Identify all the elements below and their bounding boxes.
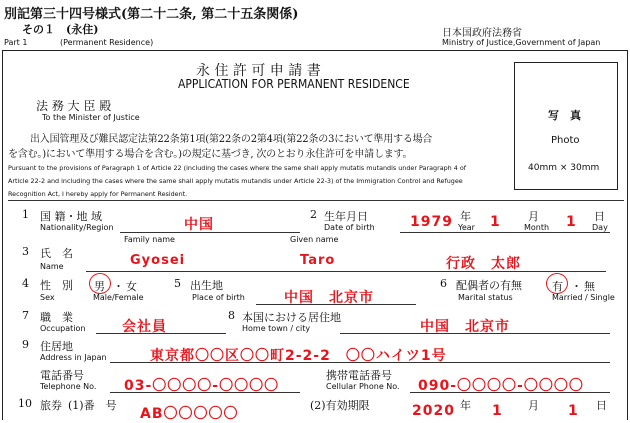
field-1-number: 1 (22, 208, 29, 221)
passport-expiry-day-label: 日 (596, 399, 607, 412)
part-number: Part 1 (4, 38, 28, 47)
marital-option-single[interactable]: 無 (584, 280, 595, 293)
photo-size: 40mm × 30mm (528, 163, 600, 173)
dob-day-label-en: Day (592, 223, 608, 232)
dob-year-label-jp: 年 (460, 210, 471, 223)
birthplace-underline (256, 304, 416, 305)
address-value[interactable]: 東京都〇〇区〇〇町2-2-2 〇〇ハイツ1号 (150, 348, 447, 364)
intro-jp-line2: を含む。)において準用する場合を含む。)の規定に基づき, 次のとおり永住許可を申請します。 (8, 149, 413, 160)
intro-jp-line1: 出入国管理及び難民認定法第22条第1項(第22条の2第4項(第22条の3において準用する場合 (30, 134, 433, 145)
field-5-number: 5 (174, 277, 181, 290)
passport-number-label: (1)番 号 (68, 399, 117, 412)
passport-expiry-label: (2)有効期限 (310, 399, 370, 412)
sex-label-en: Sex (40, 293, 55, 302)
selected-circle (89, 273, 111, 294)
cellphone-value[interactable]: 090-〇〇〇〇-〇〇〇〇 (418, 378, 584, 394)
telephone-label-jp: 電話番号 (40, 369, 84, 382)
telephone-label-en: Telephone No. (40, 382, 97, 391)
field-4-number: 4 (22, 277, 29, 290)
dob-month-label-en: Month (524, 223, 550, 232)
dob-label-en: Date of birth (324, 223, 375, 232)
hometown-label-en: Home town / city (242, 324, 311, 333)
hometown-underline (340, 333, 610, 334)
selected-circle (546, 273, 568, 294)
intro-en-line1: Pursuant to the provisions of Paragraph 1 of Article 22 (including the cases where the same shall apply mutatis mutandis under Paragraph 4 of (8, 164, 467, 172)
passport-expiry-year-label: 年 (460, 399, 471, 412)
field-8-number: 8 (228, 309, 235, 322)
cellphone-label-en: Cellular Phone No. (326, 382, 400, 391)
cellphone-underline (410, 392, 610, 393)
passport-expiry-month-label: 月 (528, 399, 539, 412)
field-3-number: 3 (22, 245, 29, 258)
dob-month-value[interactable]: 1 (490, 214, 501, 230)
telephone-value[interactable]: 03-〇〇〇〇-〇〇〇〇 (124, 378, 280, 394)
occupation-underline (96, 333, 226, 334)
name-label-jp: 氏 名 (40, 247, 73, 260)
field-2-number: 2 (310, 208, 317, 221)
field-6-number: 6 (440, 277, 447, 290)
birthplace-value[interactable]: 中国 北京市 (284, 290, 374, 306)
intro-en-line2: Article 22-2 and including the cases where the same shall apply mutatis mutandis under Article 22-3) of the Immigration Control and Refugee (8, 177, 463, 185)
title-jp: 永 住 許 可 申 請 書 (196, 63, 321, 79)
given-name-value[interactable]: Taro (300, 253, 336, 268)
passport-label-jp: 旅券 (40, 399, 62, 412)
occupation-label-jp: 職 業 (40, 311, 73, 324)
address-label-en: Address in Japan (40, 353, 107, 362)
occupation-value[interactable]: 会社員 (122, 319, 167, 335)
title-en: APPLICATION FOR PERMANENT RESIDENCE (178, 77, 410, 91)
addressee-en: To the Minister of Justice (42, 113, 140, 122)
dob-year-label-en: Year (458, 223, 475, 232)
dob-underline (400, 232, 610, 233)
field-9-number: 9 (22, 338, 29, 351)
sex-option-male[interactable]: 男 (94, 280, 105, 293)
form-title: 別記第三十四号様式(第二十二条, 第二十五条関係) (4, 7, 299, 22)
sex-separator: ・ (113, 280, 124, 293)
given-name-caption: Given name (290, 235, 339, 244)
family-name-value[interactable]: Gyosei (130, 253, 186, 268)
marital-option-married[interactable]: 有 (552, 280, 563, 293)
nationality-label-jp: 国 籍・地 域 (40, 210, 102, 223)
sex-label-jp: 性 別 (40, 279, 73, 292)
address-underline (110, 362, 610, 363)
marital-separator: ・ (571, 280, 582, 293)
passport-expiry-month[interactable]: 1 (492, 403, 503, 419)
row-divider (8, 200, 624, 201)
family-name-caption: Family name (124, 235, 175, 244)
field-10-number: 10 (18, 397, 32, 410)
kanji-name-value[interactable]: 行政 太郎 (446, 256, 521, 272)
nationality-underline (120, 232, 300, 233)
cellphone-label-jp: 携帯電話番号 (326, 369, 392, 382)
passport-expiry-day[interactable]: 1 (568, 403, 579, 419)
dob-month-label-jp: 月 (528, 210, 539, 223)
telephone-underline (110, 392, 300, 393)
nationality-label-en: Nationality/Region (40, 223, 114, 232)
address-label-jp: 住居地 (40, 340, 73, 353)
dob-label-jp: 生年月日 (324, 210, 368, 223)
ministry-en: Ministry of Justice,Government of Japan (442, 38, 601, 47)
dob-year-value[interactable]: 1979 (410, 214, 453, 230)
occupation-label-en: Occupation (40, 324, 86, 333)
marital-label-en: Marital status (458, 293, 513, 302)
marital-label-jp: 配偶者の有無 (456, 279, 522, 292)
field-7-number: 7 (22, 309, 29, 322)
sex-option-female[interactable]: 女 (126, 280, 137, 293)
ministry-jp: 日本国政府法務省 (442, 28, 522, 39)
name-label-en: Name (40, 262, 64, 271)
hometown-value[interactable]: 中国 北京市 (420, 319, 510, 335)
birthplace-label-jp: 出生地 (190, 279, 223, 292)
name-underline (86, 271, 606, 272)
intro-en-line3: Recognition Act, I hereby apply for Permanent Resident. (8, 190, 188, 198)
part-label-en: (Permanent Residence) (60, 38, 154, 47)
birthplace-label-en: Place of birth (192, 293, 245, 302)
photo-label-jp: 写 真 (548, 109, 581, 122)
marital-options-en: Married / Single (552, 293, 615, 302)
passport-number-value[interactable]: AB〇〇〇〇〇 (140, 406, 239, 422)
sex-options-en: Male/Female (93, 293, 144, 302)
nationality-value[interactable]: 中国 (184, 217, 214, 233)
part-label-jp: その１ (永住) (22, 23, 99, 36)
addressee-jp: 法 務 大 臣 殿 (36, 99, 112, 113)
passport-expiry-year[interactable]: 2020 (412, 403, 455, 419)
dob-day-value[interactable]: 1 (566, 214, 577, 230)
dob-day-label-jp: 日 (594, 210, 605, 223)
hometown-label-jp: 本国における居住地 (242, 311, 341, 324)
photo-label-en: Photo (551, 135, 580, 146)
